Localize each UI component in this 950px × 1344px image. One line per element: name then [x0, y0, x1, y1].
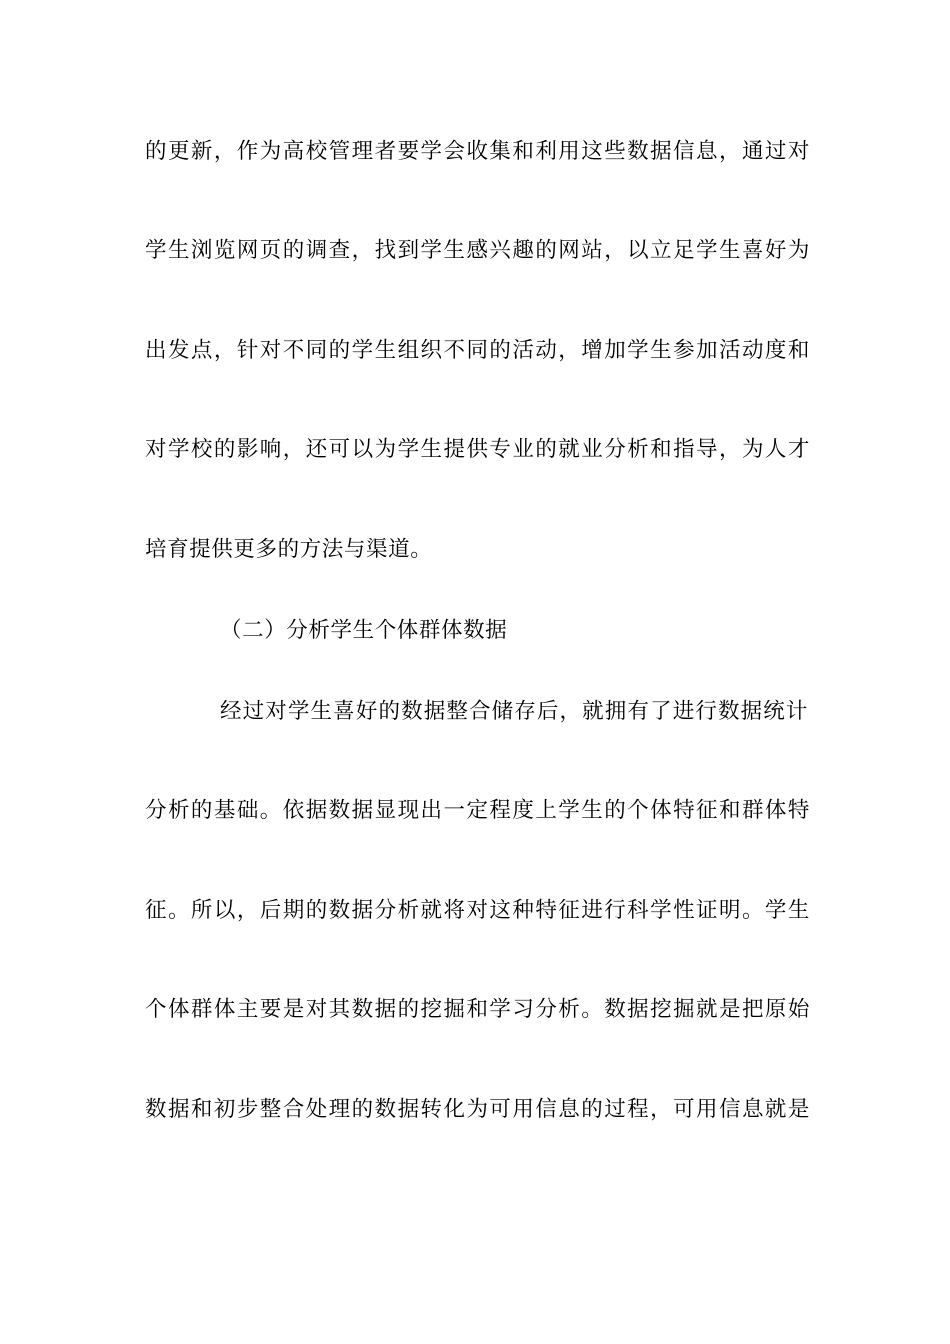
paragraph-line: 学生浏览网页的调查，找到学生感兴趣的网站，以立足学生喜好为 [145, 238, 810, 263]
paragraph-line: 个体群体主要是对其数据的挖掘和学习分析。数据挖掘就是把原始 [145, 997, 810, 1022]
paragraph-line: 出发点，针对不同的学生组织不同的活动，增加学生参加活动度和 [145, 338, 810, 363]
paragraph-line: 分析的基础。依据数据显现出一定程度上学生的个体特征和群体特 [145, 798, 810, 823]
paragraph-line: 对学校的影响，还可以为学生提供专业的就业分析和指导，为人才 [145, 437, 810, 462]
section-heading: （二）分析学生个体群体数据 [220, 618, 508, 643]
paragraph-line: 经过对学生喜好的数据整合储存后，就拥有了进行数据统计 [220, 699, 808, 724]
paragraph-line: 培育提供更多的方法与渠道。 [145, 537, 433, 562]
paragraph-line: 数据和初步整合处理的数据转化为可用信息的过程，可用信息就是 [145, 1097, 810, 1122]
paragraph-line: 征。所以，后期的数据分析就将对这种特征进行科学性证明。学生 [145, 898, 810, 923]
paragraph-line: 的更新，作为高校管理者要学会收集和利用这些数据信息，通过对 [145, 139, 810, 164]
